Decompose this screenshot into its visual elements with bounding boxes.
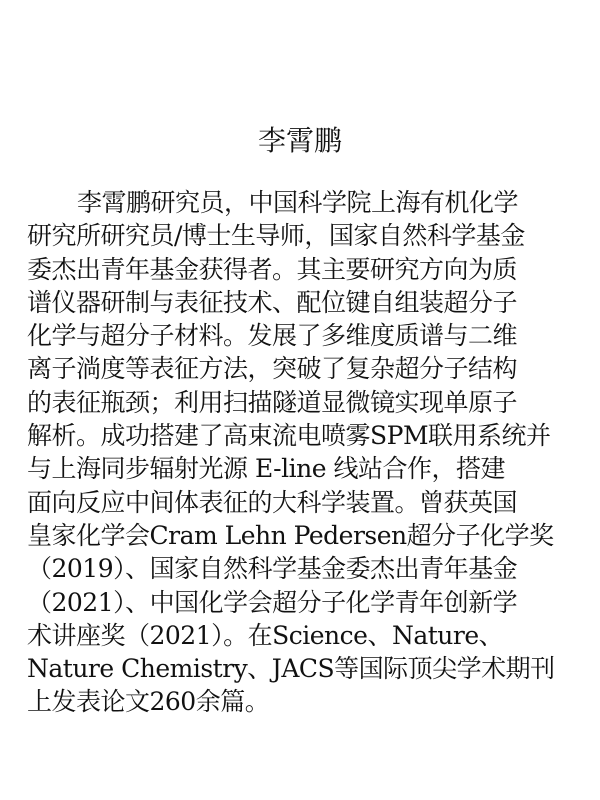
paragraph-line: 面向反应中间体表征的大科学装置。曾获英国 xyxy=(27,487,518,517)
biography-paragraph xyxy=(27,186,587,719)
paragraph-line: 谱仪器研制与表征技术、配位键自组装超分子 xyxy=(27,287,518,317)
paragraph-line: 研究所研究员/博士生导师，国家自然科学基金 xyxy=(27,221,525,251)
paragraph-line: 术讲座奖（2021）。在Science、Nature、 xyxy=(27,620,504,650)
paragraph-line: 解析。成功搭建了高束流电喷雾SPM联用系统并 xyxy=(27,421,551,451)
paragraph-line: 的表征瓶颈；利用扫描隧道显微镜实现单原子 xyxy=(27,387,518,417)
paragraph-line: 与上海同步辐射光源 E-line 线站合作，搭建 xyxy=(27,454,505,484)
paragraph-line: 化学与超分子材料。发展了多维度质谱与二维 xyxy=(27,321,518,351)
paragraph-line: 离子淌度等表征方法，突破了复杂超分子结构 xyxy=(27,354,518,384)
paragraph-line: Nature Chemistry、JACS等国际顶尖学术期刊 xyxy=(27,654,555,684)
paragraph-line: 李霄鹏研究员，中国科学院上海有机化学 xyxy=(77,188,519,217)
paragraph-line: 委杰出青年基金获得者。其主要研究方向为质 xyxy=(27,254,518,284)
paragraph-line: （2019）、国家自然科学基金委杰出青年基金 xyxy=(27,554,518,584)
paragraph-line: （2021）、中国化学会超分子化学青年创新学 xyxy=(27,587,518,617)
paragraph-line: 上发表论文260余篇。 xyxy=(27,687,270,717)
document-title: 李霄鹏 xyxy=(257,124,342,157)
paragraph-line: 皇家化学会Cram Lehn Pedersen超分子化学奖 xyxy=(27,520,554,550)
